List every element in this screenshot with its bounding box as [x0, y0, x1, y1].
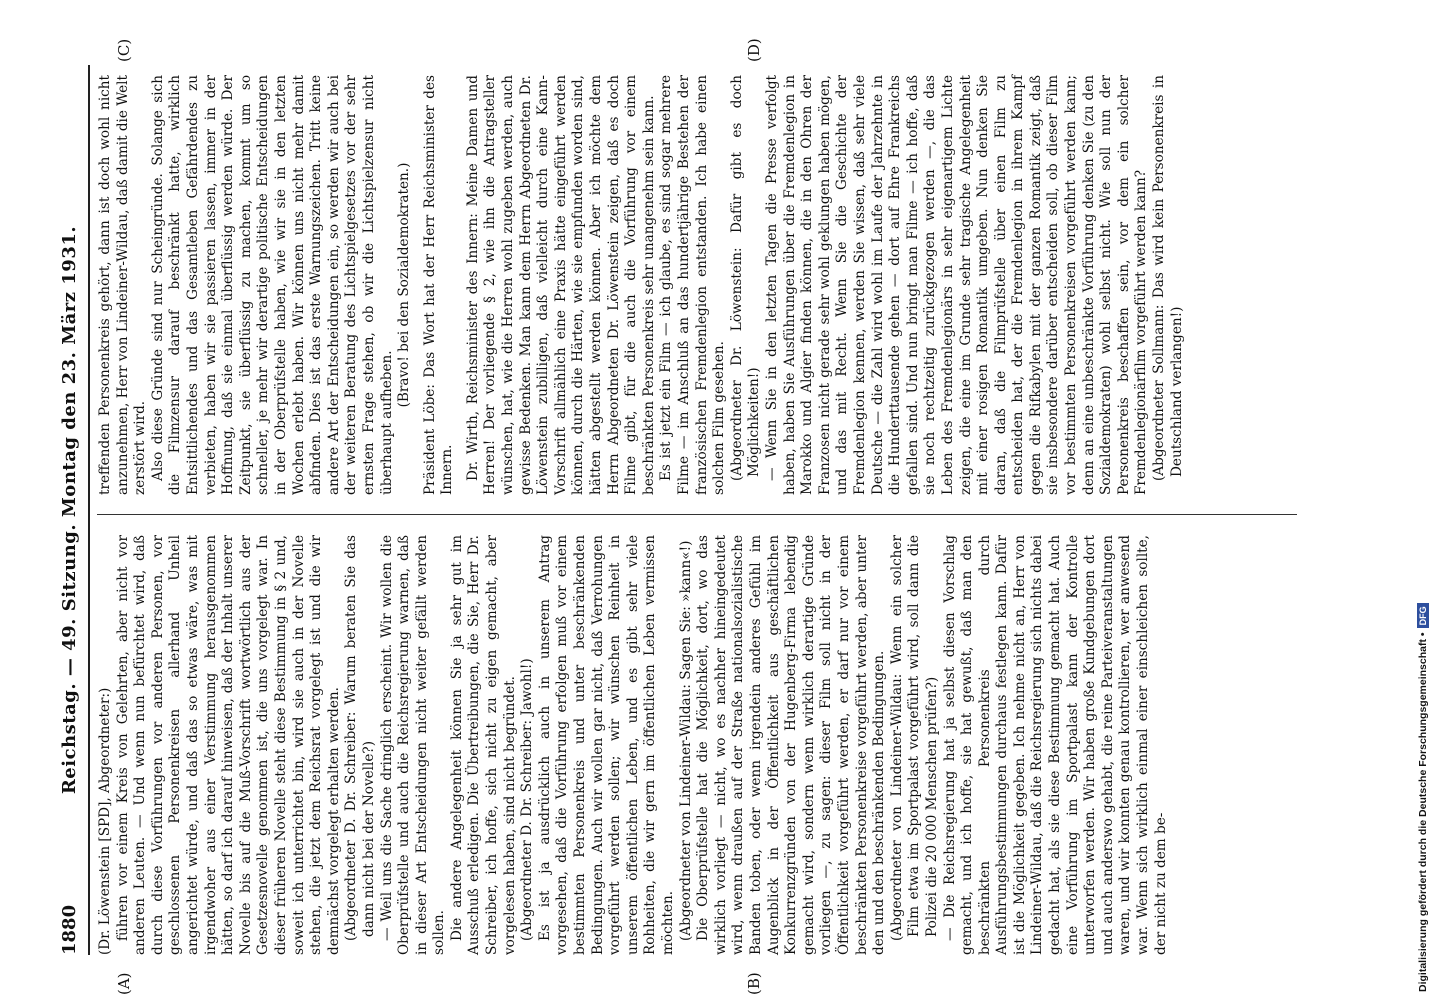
paragraph-gap [414, 75, 422, 495]
left-column [97, 535, 1170, 955]
interjection: (Abgeordneter Sollmann: Das wird kein Personenkreis in Deutschland verlangen!) [1151, 75, 1185, 481]
paragraph: (Bravo! bei den Sozialdemokraten.) [396, 162, 413, 408]
header-rule [88, 65, 90, 955]
paragraph: Es ist jetzt ein Film — ich glaube, es sind sogar mehrere Filme — im Anschluß an das hundertjährige Bestehen der französischen Fremdenlegion entstanden. Ich habe einen solchen Film gesehen. [658, 75, 728, 495]
credit-text: Digitalisierung gefördert durch die Deutsche Forschungsgemeinschaft • [1417, 632, 1429, 992]
margin-marker-b: (B) [745, 972, 763, 995]
page-number: 1880 [59, 904, 80, 955]
paragraph: Es ist ja ausdrücklich auch in unserem Antrag vorgesehen, daß die Vorführung erfolgen muß vor einem bestimmten Personenkreis und unter beschränkenden Bedingungen. Auch wir wollen gar nicht, daß Verrohungen vorgeführt werden sollen; wir wünschen Reinheit in unserem öffentlichen Leben, und es gibt sehr viele Rohheiten, die wir gern im öffentlichen Leben vermissen möchten. [536, 535, 676, 955]
margin-marker-a: (A) [115, 972, 133, 995]
rotated-document-page [55, 38, 1305, 995]
dfg-logo: DFG [1417, 603, 1429, 628]
paragraph: Die andere Angelegenheit können Sie ja sehr gut im Ausschuß erledigen. Die Übertreibungen, die Sie, Herr Dr. Schreiber, ich hoffe, sich nicht zu eigen gemacht, aber vorgelesen haben, sind nicht begründet. [448, 535, 518, 955]
paragraph: — Weil uns die Sache dringlich erscheint. Wir wollen die Oberprüfstelle und auch die Reichsregierung warnen, daß in dieser Art Entscheidungen nicht weiter gefällt werden sollen. [378, 535, 448, 955]
paragraph-gap [457, 75, 465, 495]
paragraph: treffenden Personenkreis gehört, dann ist doch wohl nicht anzunehmen, Herr von Lindeiner-Wildau, daß damit die Welt zerstört wird. [97, 75, 149, 495]
margin-marker-c: (C) [115, 38, 133, 62]
paragraph: Also diese Gründe sind nur Scheingründe. Solange sich die Filmzensur darauf beschränkt hatte, wirklich Entsittlichendes und das Gesamtleben Gefährdendes zu verbieten, haben wir sie passieren lassen, immer in der Hoffnung, daß sie einmal überflüssig werden würde. Der Zeitpunkt, sie überflüssig zu machen, kommt um so schneller, je mehr wir derartige politische Entscheidungen in der Oberprüfstelle haben, wie wir sie in den letzten Wochen erlebt haben. Wir können uns nicht mehr damit abfinden. Dies ist das erste Warnungszeichen. Tritt keine andere Art der Entscheidungen ein, so werden wir auch bei der weiteren Beratung des Lichtspielgesetzes vor der sehr ernsten Frage stehen, ob wir die Lichtspielzensur nicht überhaupt aufheben. [149, 75, 395, 495]
margin-marker-d: (D) [745, 38, 763, 62]
interjection: (Abgeordneter von Lindeiner-Wildau: Wenn ein solcher Film etwa im Sportpalast vorgeführt wird, soll dann die Polizei die 20 000 Menschen prüfen?) [888, 535, 940, 941]
page-title: Reichstag. — 49. Sitzung. Montag den 23. März 1931. [59, 225, 80, 795]
right-column [97, 75, 1186, 495]
interjection: (Abgeordneter D. Dr. Schreiber: Jawohl!) [519, 658, 536, 941]
paragraph: — Wenn Sie in den letzten Tagen die Presse verfolgt haben, haben Sie Ausführungen über die Fremdenlegion in Marokko und Algier finden können, die in den Ohren der Franzosen nicht gerade sehr wohl geklungen haben mögen, und das mit Recht. Wenn Sie die Geschichte der Fremdenlegion kennen, werden Sie wissen, daß sehr viele Deutsche — die Zahl wird wohl im Laufe der Jahrzehnte in die Hunderttausende gehen — dort auf Ehre Frankreichs gefallen sind. Und nun bringt man Filme — ich hoffe, daß sie noch rechtzeitig zurückgezogen werden —, die das Leben des Fremdenlegionärs in sehr eigenartigem Lichte zeigen, die eine im Grunde sehr tragische Angelegenheit mit einer rosigen Romantik umgeben. Nun denken Sie daran, daß die Filmprüfstelle über einen Film zu entscheiden hat, der die Fremdenlegion in ihrem Kampf gegen die Rifkabylen mit der ganzen Romantik zeigt, daß sie insbesondere darüber entscheiden soll, ob dieser Film vor bestimmten Personenkreisen vorgeführt werden kann; denn an eine unbeschränkte Vorführung denken Sie (zu den Sozialdemokraten) wohl selbst nicht. Wie soll nun der Personenkreis beschaffen sein, vor dem ein solcher Fremdenlegionärfilm vorgeführt werden kann? [763, 75, 1150, 495]
column-divider [97, 514, 1297, 515]
paragraph: (Dr. Löwenstein [SPD], Abgeordneter:) [97, 687, 113, 955]
page-header [55, 65, 89, 955]
paragraph: Dr. Wirth, Reichsminister des Innern: Meine Damen und Herren! Der vorliegende § 2, wie ihn die Antragsteller wünschen, hat, wie die Herren wohl zugeben werden, auch gewisse Bedenken. Man kann dem Herrn Abgeordneten Dr. Löwenstein zubilligen, daß vielleicht durch eine Kann-Vorschrift allmählich eine Praxis hätte eingeführt werden können, durch die Härten, wie sie empfunden worden sind, hätten abgestellt werden können. Aber ich möchte dem Herrn Abgeordneten Dr. Löwenstein zeigen, daß es doch Filme gibt, für die auch die Vorführung vor einem beschränkten Personenkreis sehr unangenehm sein kann. [464, 75, 657, 495]
paragraph: — Die Reichsregierung hat ja selbst diesen Vorschlag gemacht, und ich hoffe, sie hat gewußt, daß man den beschränkten Personenkreis durch Ausführungsbestimmungen durchaus festlegen kann. Dafür ist die Möglichkeit gegeben. Ich nehme nicht an, Herr von Lindeiner-Wildau, daß die Reichsregierung sich nichts dabei gedacht hat, als sie diese Bestimmung gemacht hat. Auch eine Vorführung im Sportpalast kann der Kontrolle unterworfen werden. Wir haben große Kundgebungen dort und auch anderswo gehabt, die reine Parteiveranstaltungen waren, und wir konnten genau kontrollieren, wer anwesend war. Wenn sich wirklich einmal einer einschleichen sollte, der nicht zu dem be- [941, 535, 1169, 955]
interjection: (Abgeordneter Dr. Löwenstein: Dafür gibt es doch Möglichkeiten!) [728, 75, 763, 481]
paragraph: Die Oberprüfstelle hat die Möglichkeit, dort, wo das wirklich vorliegt — nicht, wo es nachher hineingedeutet wird, wenn draußen auf der Straße nationalsozialistische Banden toben, oder wenn irgendein anderes Gefühl im Augenblick in der Öffentlichkeit aus geschäftlichen Konkurrenzgründen von der Hugenberg-Firma lebendig gemacht wird, sondern wenn wirklich derartige Gründe vorliegen —, zu sagen: dieser Film soll nicht in der Öffentlichkeit vorgeführt werden, er darf nur vor einem beschränkten Personenkreise vorgeführt werden, aber unter den und den beschränkenden Bedingungen. [695, 535, 888, 955]
paragraph: führen vor einem Kreis von Gelehrten, aber nicht vor anderen Leuten. — Und wenn nun befürchtet wird, daß durch diese Vorführungen vor anderen Personen, vor geschlossenen Personenkreisen allerhand Unheil angerichtet würde, und daß das so etwas wäre, was mit irgendwoher aus einer Verstimmung herausgenommen hätten, so darf ich darauf hinweisen, daß der Inhalt unserer Novelle bis auf die Muß-Vorschrift wortwörtlich aus der Gesetzesnovelle genommen ist, die uns vorgelegt war. In dieser früheren Novelle steht diese Bestimmung in § 2 und, soweit ich unterrichtet bin, wird sie auch in der Novelle stehen, die jetzt dem Reichsrat vorgelegt ist und die wir demnächst vorgelegt erhalten werden. [114, 535, 342, 955]
digitization-credit [1412, 8, 1434, 992]
interjection: (Abgeordneter von Lindeiner-Wildau: Sagen Sie: »kann«!) [677, 540, 694, 941]
paragraph: Präsident Löbe: Das Wort hat der Herr Reichsminister des Innern. [421, 75, 456, 495]
interjection: (Abgeordneter D. Dr. Schreiber: Warum beraten Sie das dann nicht bei der Novelle?) [343, 535, 377, 941]
